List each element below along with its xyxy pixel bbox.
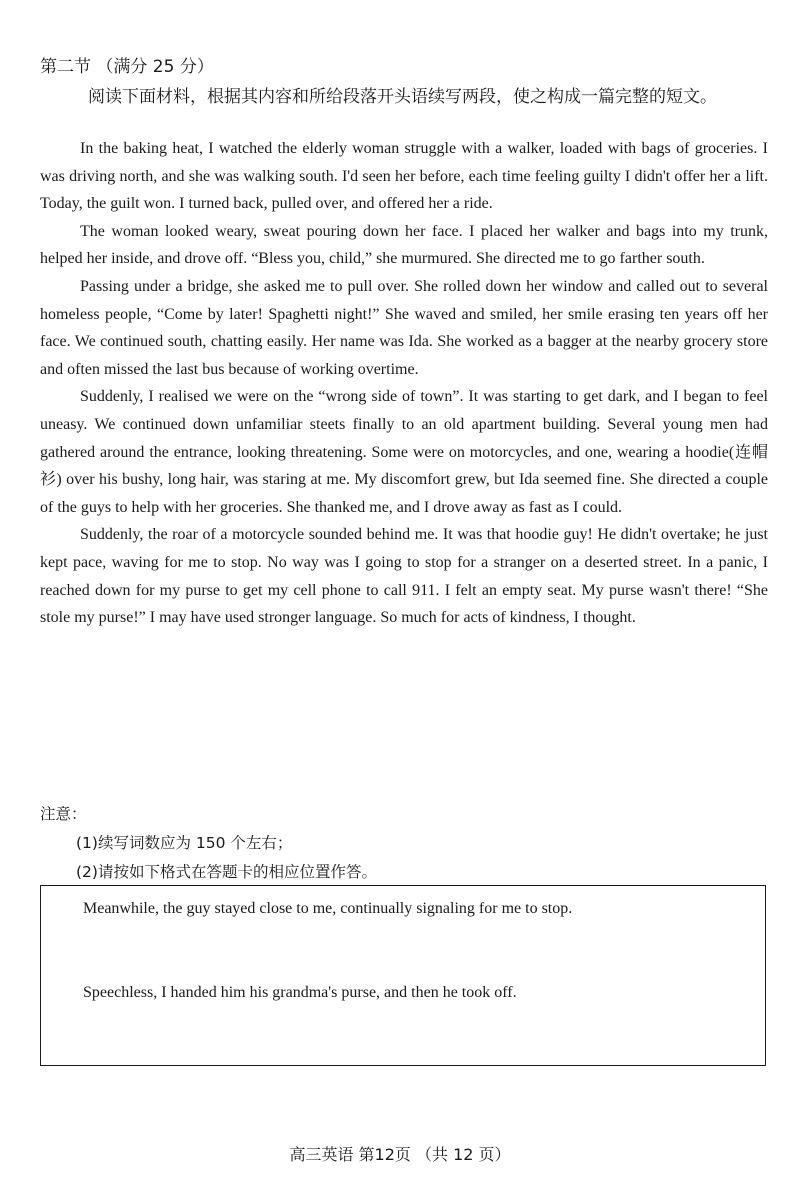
passage-paragraph: In the baking heat, I watched the elderly woman struggle with a walker, loaded with bags of groceries. I was driving north, and she was walking south. I'd seen her before, each time feeling guilty I didn't offer her a lift. Today, the guilt won. I turned back, pulled over, and offered her a ride.	[40, 140, 768, 213]
notes-title: 注意：	[40, 805, 87, 823]
passage-paragraph: Suddenly, the roar of a motorcycle sounded behind me. It was that hoodie guy! He didn't overtake; he just kept pace, waving for me to stop. No way was I going to stop for a stranger on a deserted street. In a panic, I reached down for my purse to get my cell phone to call 911. I felt an empty seat. My purse wasn't there! “She stole my purse!” I may have used stronger language. So much for acts of kindness, I thought.	[40, 526, 768, 627]
note-item: (1)续写词数应为 150 个左右；	[76, 834, 293, 852]
paragraph-opening-2: Speechless, I handed him his grandma's purse, and then he took off.	[83, 984, 517, 1001]
notes-section	[40, 800, 377, 887]
paragraph-opening-1: Meanwhile, the guy stayed close to me, continually signaling for me to stop.	[83, 900, 573, 917]
answer-box	[40, 885, 766, 1066]
reading-passage	[40, 135, 768, 632]
passage-paragraph: Passing under a bridge, she asked me to pull over. She rolled down her window and called out to several homeless people, “Come by later! Spaghetti night!” She waved and smiled, her smile erasing ten years off her face. We continued south, chatting easily. Her name was Ida. She worked as a bagger at the nearby grocery store and often missed the last bus because of working overtime.	[40, 277, 768, 378]
page-footer: 高三英语 第12页 （共 12 页）	[289, 1145, 511, 1164]
note-item: (2)请按如下格式在答题卡的相应位置作答。	[76, 863, 377, 881]
passage-paragraph: The woman looked weary, sweat pouring down her face. I placed her walker and bags into my trunk, helped her inside, and drove off. “Bless you, child,” she murmured. She directed me to go farther south.	[40, 222, 768, 268]
task-instruction: 阅读下面材料，根据其内容和所给段落开头语续写两段，使之构成一篇完整的短文。	[88, 87, 717, 107]
section-title: 第二节 （满分 25 分）	[40, 57, 214, 77]
passage-paragraph: Suddenly, I realised we were on the “wrong side of town”. It was starting to get dark, and I began to feel uneasy. We continued down unfamiliar steets finally to an old apartment building. Several young men had gathered around the entrance, looking threatening. Some were on motorcycles, and one, wearing a hoodie(连帽衫) over his bushy, long hair, was staring at me. My discomfort grew, but Ida seemed fine. She directed a couple of the guys to help with her groceries. She thanked me, and I drove away as fast as I could.	[40, 388, 768, 516]
